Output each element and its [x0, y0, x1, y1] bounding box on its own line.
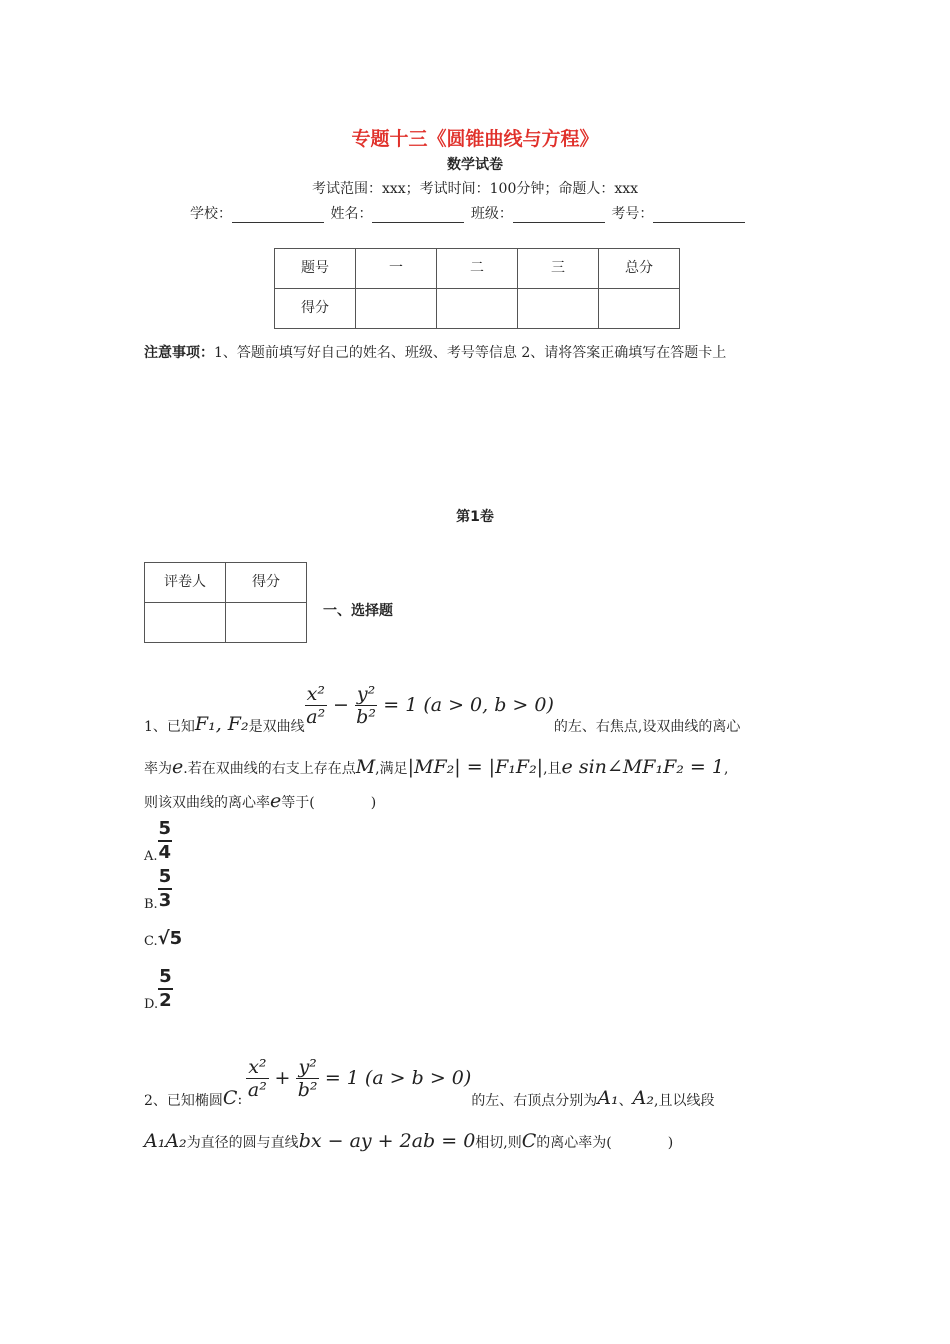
- frac-den: 3: [158, 890, 172, 911]
- q1-line3: [144, 790, 376, 812]
- q2-text: 的离心率为( ): [536, 1135, 674, 1151]
- table-cell: 总分: [599, 249, 680, 289]
- number-blank[interactable]: [653, 208, 745, 223]
- q1-math-e: e: [270, 790, 282, 812]
- frac-den: b²: [356, 705, 376, 728]
- class-blank[interactable]: [513, 208, 605, 223]
- frac-den: 2: [159, 990, 172, 1011]
- q1-option-a[interactable]: [144, 818, 172, 864]
- table-cell: 三: [518, 249, 599, 289]
- table-cell: 题号: [275, 249, 356, 289]
- q2-math-segment: A₁A₂: [144, 1130, 187, 1152]
- grader-table: [144, 562, 307, 643]
- frac-num: 5: [158, 966, 173, 990]
- frac-num: y²: [298, 1055, 317, 1078]
- q2-frac-x: [246, 1056, 268, 1101]
- q1-text: 率为: [144, 761, 172, 777]
- q1-text: .若在双曲线的右支上存在点: [183, 761, 356, 777]
- plus-sign: +: [274, 1067, 291, 1089]
- option-fraction: [158, 818, 173, 864]
- q1-math-e: e: [172, 756, 184, 778]
- option-label: B.: [144, 897, 158, 912]
- q1-text: 的左、右焦点,设双曲线的离心: [553, 719, 741, 735]
- q1-option-b[interactable]: [144, 866, 172, 912]
- frac-num: x²: [306, 682, 325, 705]
- field-label-name: 姓名：: [330, 206, 373, 222]
- eq-rest: = 1 (a > 0, b > 0): [383, 694, 554, 716]
- table-cell: 二: [437, 249, 518, 289]
- table-cell: 评卷人: [145, 563, 226, 603]
- q2-frac-y: [296, 1056, 318, 1101]
- score-table: [274, 248, 680, 329]
- frac-den: b²: [297, 1078, 318, 1101]
- frac-num: 5: [158, 866, 173, 890]
- q1-frac-y: [355, 683, 377, 728]
- table-cell: 得分: [275, 289, 356, 329]
- minus-sign: −: [332, 694, 349, 716]
- q1-text: ,且: [543, 761, 562, 777]
- frac-num: 5: [158, 818, 173, 842]
- q2-equation: [246, 1056, 471, 1101]
- table-cell: 一: [356, 249, 437, 289]
- q2-line2: [144, 1130, 673, 1152]
- q2-text: 2、已知椭圆: [144, 1093, 223, 1109]
- student-fields: [190, 203, 747, 223]
- frac-den: a²: [247, 1078, 267, 1101]
- q1-math-M: M: [355, 756, 376, 778]
- q1-option-d[interactable]: [144, 966, 173, 1012]
- frac-num: y²: [356, 682, 376, 705]
- q2-math-C: C: [521, 1130, 537, 1152]
- page-title: 专题十三《圆锥曲线与方程》: [351, 128, 599, 150]
- score-cell[interactable]: [437, 289, 518, 329]
- part-title: 第1卷: [456, 509, 494, 525]
- q1-text: ,: [723, 761, 729, 777]
- option-fraction: [158, 866, 173, 912]
- q2-math-C: C: [222, 1087, 238, 1109]
- exam-info: 考试范围：xxx；考试时间：100分钟；命题人：xxx: [311, 181, 639, 197]
- q1-text: 是双曲线: [248, 719, 305, 735]
- frac-num: x²: [248, 1055, 267, 1078]
- school-blank[interactable]: [232, 208, 324, 223]
- q1-equation: [305, 683, 554, 728]
- eq-rest: = 1 (a > b > 0): [324, 1067, 472, 1089]
- q2-math-A1: A₁: [597, 1087, 619, 1109]
- q2-math-A2: A₂: [632, 1087, 654, 1109]
- score-cell[interactable]: [518, 289, 599, 329]
- grader-score-cell[interactable]: [226, 603, 307, 643]
- option-fraction: [158, 966, 173, 1012]
- field-label-school: 学校：: [190, 206, 232, 222]
- table-cell: 得分: [226, 563, 307, 603]
- page-subtitle: 数学试卷: [447, 157, 503, 173]
- q2-text: 为直径的圆与直线: [186, 1135, 299, 1151]
- q1-text: ,满足: [375, 761, 408, 777]
- q1-frac-x: [305, 683, 327, 728]
- option-label: A.: [144, 849, 158, 864]
- notice: [144, 330, 812, 376]
- table-row: [145, 563, 307, 603]
- notice-label: 注意事项：: [144, 345, 214, 361]
- score-cell[interactable]: [356, 289, 437, 329]
- table-row: [145, 603, 307, 643]
- section-title: 一、选择题: [323, 603, 393, 619]
- q2-text: :: [237, 1092, 243, 1108]
- notice-text: 1、答题前填写好自己的姓名、班级、考号等信息 2、请将答案正确填写在答题卡上: [214, 345, 727, 361]
- frac-den: 4: [158, 842, 172, 863]
- table-row: [275, 249, 680, 289]
- q1-math-foci: F₁, F₂: [194, 713, 249, 735]
- q2-text: 的左、右顶点分别为: [471, 1093, 598, 1109]
- field-label-class: 班级：: [470, 206, 513, 222]
- q1-text: 则该双曲线的离心率: [144, 795, 270, 811]
- grader-cell[interactable]: [145, 603, 226, 643]
- table-row: [275, 289, 680, 329]
- field-label-number: 考号：: [611, 206, 654, 222]
- option-label: C.: [144, 934, 158, 949]
- q2-text: 相切,则: [475, 1135, 522, 1151]
- name-blank[interactable]: [372, 208, 464, 223]
- frac-den: a²: [306, 705, 326, 728]
- q1-option-c[interactable]: [144, 928, 182, 949]
- q1-math-cond1: |MF₂| = |F₁F₂|: [407, 756, 544, 778]
- q1-math-cond2: e sin∠MF₁F₂ = 1: [561, 756, 724, 778]
- q2-text: 、: [618, 1093, 633, 1109]
- q1-line1: [144, 674, 740, 736]
- option-label: D.: [144, 997, 159, 1012]
- q1-text: 1、已知: [144, 719, 195, 735]
- score-cell[interactable]: [599, 289, 680, 329]
- q1-line2: [144, 756, 728, 778]
- q2-line1: [144, 1046, 714, 1110]
- q2-math-line: bx − ay + 2ab = 0: [298, 1130, 476, 1152]
- option-value: √5: [157, 928, 183, 949]
- q2-text: ,且以线段: [654, 1093, 715, 1109]
- q1-text: 等于( ): [281, 795, 377, 811]
